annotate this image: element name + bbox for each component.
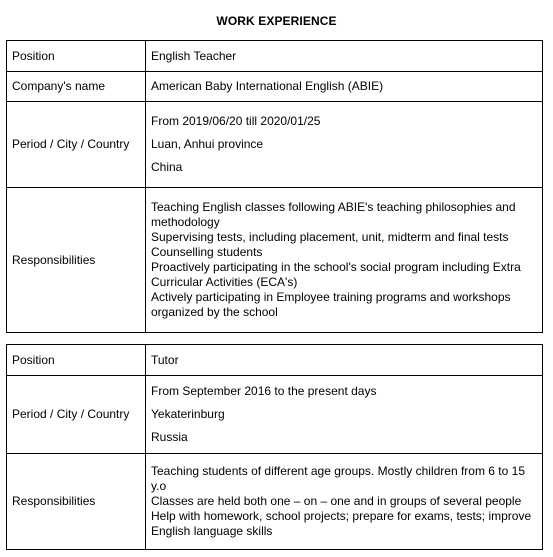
period-label: Period / City / Country — [7, 102, 146, 188]
job-2-table — [6, 344, 543, 550]
responsibilities-label: Responsibilities — [7, 454, 146, 550]
responsibility-item: Teaching students of different age groups. Mostly children from 6 to 15 y.o — [151, 464, 525, 493]
period-row — [7, 102, 543, 188]
responsibility-item: Proactively participating in the school's social program including Extra Curricular Activities (ECA's) — [151, 260, 521, 289]
period-value — [146, 102, 543, 188]
period-country: China — [151, 160, 183, 174]
position-value: English Teacher — [146, 41, 543, 72]
period-dates: From September 2016 to the present days — [151, 384, 377, 398]
position-label: Position — [7, 345, 146, 376]
company-value: American Baby International English (ABIE) — [146, 72, 543, 102]
responsibilities-row — [7, 454, 543, 550]
period-row — [7, 376, 543, 454]
period-label: Period / City / Country — [7, 376, 146, 454]
responsibilities-value — [146, 188, 543, 333]
responsibility-item: Help with homework, school projects; prepare for exams, tests; improve English language skills — [151, 509, 532, 538]
responsibility-item: Teaching English classes following ABIE's teaching philosophies and methodology — [151, 200, 516, 229]
period-city: Yekaterinburg — [151, 407, 225, 421]
responsibility-item: Counselling students — [151, 245, 263, 259]
company-label: Company's name — [7, 72, 146, 102]
company-row — [7, 72, 543, 102]
period-city: Luan, Anhui province — [151, 137, 264, 151]
responsibilities-label: Responsibilities — [7, 188, 146, 333]
job-1-table — [6, 40, 543, 333]
period-value — [146, 376, 543, 454]
responsibilities-value — [146, 454, 543, 550]
position-value: Tutor — [146, 345, 543, 376]
responsibility-item: Actively participating in Employee training programs and workshops organized by the school — [151, 290, 511, 319]
position-row — [7, 345, 543, 376]
responsibility-item: Supervising tests, including placement, unit, midterm and final tests — [151, 230, 509, 244]
responsibility-item: Classes are held both one – on – one and in groups of several people — [151, 494, 522, 508]
period-dates: From 2019/06/20 till 2020/01/25 — [151, 114, 321, 128]
responsibilities-row — [7, 188, 543, 333]
position-row — [7, 41, 543, 72]
section-title: WORK EXPERIENCE — [216, 14, 337, 28]
period-country: Russia — [151, 430, 188, 444]
position-label: Position — [7, 41, 146, 72]
